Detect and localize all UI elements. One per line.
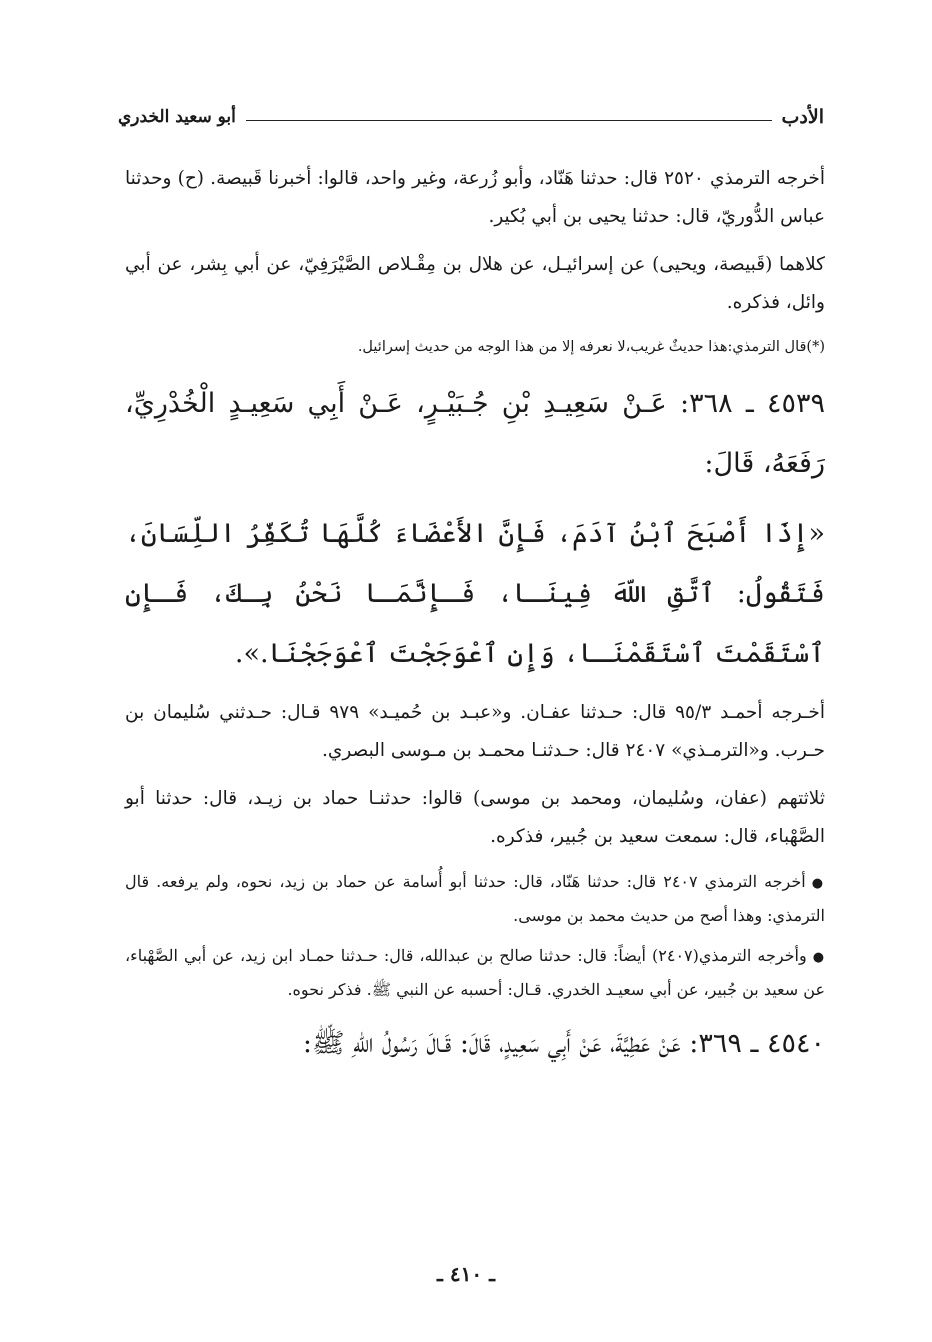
bullet-icon: ● xyxy=(811,876,826,891)
note-text: وأخرجه الترمذي(٢٤٠٧) أيضاً: قال: حدثنا صالح بن عبدالله، قال: حـدثنا حمـاد ابن زيد، عن أبي الصَّهْباء، عن سعيد بن جُبير، عن أبي سعيـد الخدري. قـال: أحسبه عن النبي ﷺ. فذكر نحوه. xyxy=(125,946,825,999)
hadith-4540-heading: ٤٥٤٠ ـ ٣٦٩: عَنْ عَطِيَّةَ، عَنْ أَبِي سَعِيدٍ، قَالَ: قَـالَ رَسُولُ اللّهِ ﷺ: xyxy=(302,1028,825,1059)
paragraph-takhrij-4: ثلاثتهم (عفان، وسُليمان، ومحمد بن موسى) قالوا: حدثنـا حماد بن زيـد، قال: حدثنا أبو الصَّهْباء، قال: سمعت سعيد بن جُبير، فذكره. xyxy=(125,788,825,847)
note-item xyxy=(125,940,825,1006)
book-title: أبو سعيد الخدري xyxy=(118,107,236,127)
header-rule xyxy=(246,120,772,121)
note-text: أخرجه الترمذي ٢٤٠٧ قال: حدثنا هَنّاد، قال: حدثنا أبو أُسامة عن حماد بن زيد، نحوه، ولم يرفعه. قال الترمذي: وهذا أصح من حديث محمد بن موسى. xyxy=(125,872,825,925)
page-number: ـ ٤١٠ ـ xyxy=(437,1262,495,1286)
hadith-4539-text: «إِذَا أَصْبَحَ ٱبْنُ آدَمَ، فَإِنَّ الأَعْضَاءَ كُلَّهَا تُكَفِّرُ اللِّسَانَ، فَتَقُولُ: ٱتَّقِ اللّهَ فِينَـا، فَـإِنَّمَـا نَحْنُ بِـكَ، فَـإِنِ ٱسْتَقَمْتَ ٱسْتَقَمْنَـا، وَإِنِ ٱعْوَجَجْتَ ٱعْوَجَجْنَا.». xyxy=(125,518,825,669)
bullet-icon: ● xyxy=(812,950,826,965)
paragraph-takhrij-3: أخـرجه أحمـد ٩٥/٣ قال: حـدثنا عفـان. و«عبـد بن حُميـد» ٩٧٩ قـال: حـدثني سُليمان بن حـرب. و«الترمـذي» ٢٤٠٧ قال: حـدثنـا محمـد بن مـوسى البصري. xyxy=(125,702,825,761)
page-header xyxy=(118,102,824,132)
note-item xyxy=(125,866,825,932)
page-body xyxy=(125,160,825,1084)
hadith-4539-heading: ٤٥٣٩ ـ ٣٦٨: عَـنْ سَعِيـدِ بْنِ جُـبَيْـرٍ، عَـنْ أَبِي سَعِيـدٍ الْخُدْرِيِّ، رَفَعَهُ، قَالَ: xyxy=(125,388,826,479)
footnote-tirmidhi: (*)قال الترمذي:هذا حديثٌ غريب،لا نعرفه إلا من هذا الوجه من حديث إسرائيل. xyxy=(357,339,825,355)
section-title: الأدب xyxy=(781,106,824,128)
paragraph-takhrij-2: كلاهما (قَبيصة، ويحيى) عن إسرائيـل، عن هلال بن مِقْـلاص الصَّيْرَفِيّ، عن أبي بِشر، عن أبي وائل، فذكره. xyxy=(125,254,825,313)
paragraph-takhrij-1: أخرجه الترمذي ٢٥٢٠ قال: حدثنا هَنّاد، وأبو زُرعة، وغير واحد، قالوا: أخبرنا قَبيصة. (ح) وحدثنا عباس الدُّوريّ، قال: حدثنا يحيى بن أبي بُكير. xyxy=(125,168,825,227)
